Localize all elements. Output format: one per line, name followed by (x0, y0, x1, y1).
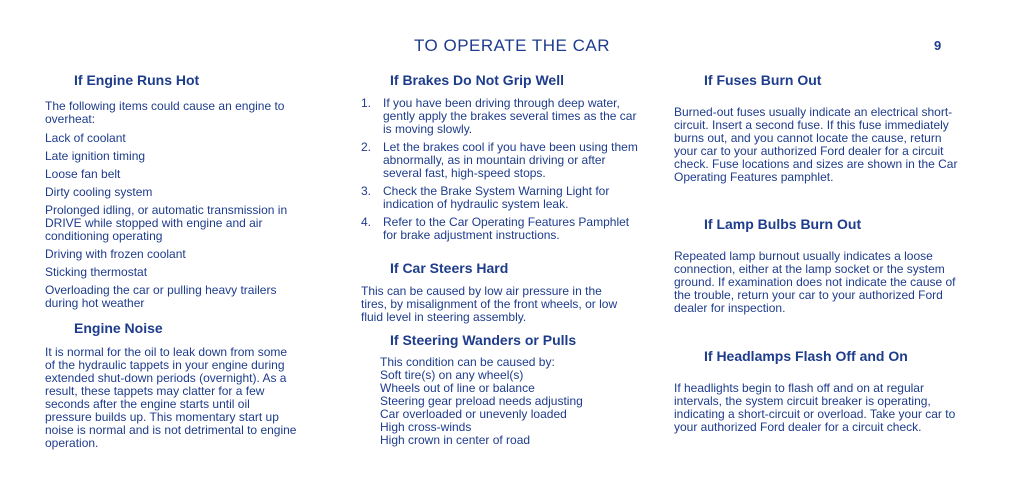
section-heading-steers-hard: If Car Steers Hard (390, 260, 509, 276)
brakes-list (361, 97, 643, 247)
list-item: Steering gear preload needs adjusting (380, 394, 583, 408)
list-number: 2. (361, 140, 372, 154)
list-text: Let the brakes cool if you have been using them abnormally, as in mountain driving or after several fast, high-speed stops. (383, 140, 638, 180)
list-item: Soft tire(s) on any wheel(s) (380, 368, 524, 382)
engine-hot-item: Late ignition timing (45, 149, 146, 163)
list-item (361, 97, 643, 136)
list-item (361, 216, 643, 242)
engine-hot-intro: The following items could cause an engine to overheat: (45, 99, 285, 126)
page-number: 9 (934, 38, 942, 53)
wanders-intro: This condition can be caused by: (380, 355, 555, 369)
engine-hot-item: Overloading the car or pulling heavy trailers during hot weather (45, 283, 277, 310)
engine-hot-item: Sticking thermostat (45, 265, 148, 279)
list-number: 1. (361, 96, 372, 110)
page-title: TO OPERATE THE CAR (413, 36, 611, 55)
section-heading-wanders: If Steering Wanders or Pulls (390, 332, 577, 348)
section-heading-engine-noise: Engine Noise (74, 320, 163, 336)
list-text: Refer to the Car Operating Features Pamphlet for brake adjustment instructions. (383, 215, 630, 242)
engine-hot-item: Driving with frozen coolant (45, 247, 186, 261)
lamp-bulbs-body: Repeated lamp burnout usually indicates a loose connection, either at the lamp socket or the system ground. If examination does not indicate the cause of the trouble, return your car to your authorized Ford dealer for inspection. (674, 249, 956, 315)
engine-hot-item: Dirty cooling system (45, 185, 153, 199)
list-item: Car overloaded or unevenly loaded (380, 407, 567, 421)
steers-hard-body: This can be caused by low air pressure in the tires, by misalignment of the front wheels, or low fluid level in steering assembly. (361, 284, 618, 324)
headlamps-body: If headlights begin to flash off and on at regular intervals, the system circuit breaker is operating, indicating a short-circuit or overload. Take your car to your authorized Ford dealer for a circuit check. (674, 381, 956, 434)
engine-hot-item: Loose fan belt (45, 167, 121, 181)
section-heading-lamp-bulbs: If Lamp Bulbs Burn Out (704, 216, 862, 232)
list-text: Check the Brake System Warning Light for indication of hydraulic system leak. (383, 184, 610, 211)
list-item: High cross-winds (380, 420, 472, 434)
list-item (361, 141, 643, 180)
list-number: 3. (361, 184, 372, 198)
list-item (361, 185, 643, 211)
engine-hot-item: Prolonged idling, or automatic transmission in DRIVE while stopped with engine and air conditioning operating (45, 203, 288, 243)
section-heading-brakes: If Brakes Do Not Grip Well (390, 72, 564, 88)
section-heading-fuses: If Fuses Burn Out (704, 72, 822, 88)
list-number: 4. (361, 215, 372, 229)
list-text: If you have been driving through deep water, gently apply the brakes several times as the car is moving slowly. (383, 96, 637, 136)
engine-hot-item: Lack of coolant (45, 131, 126, 145)
wanders-list (380, 356, 583, 447)
list-item: High crown in center of road (380, 433, 531, 447)
section-heading-headlamps: If Headlamps Flash Off and On (704, 348, 908, 364)
fuses-body: Burned-out fuses usually indicate an electrical short-circuit. Insert a second fuse. If this fuse immediately burns out, and you cannot locate the cause, return your car to your authorized Ford dealer for a circuit check. Fuse locations and sizes are shown in the Car Operating Features pamphlet. (674, 105, 958, 184)
section-heading-engine-hot: If Engine Runs Hot (74, 72, 200, 88)
list-item: Wheels out of line or balance (380, 381, 535, 395)
engine-noise-body: It is normal for the oil to leak down from some of the hydraulic tappets in your engine during extended shut-down periods (overnight). As a result, these tappets may clatter for a few seconds after the engine starts until oil pressure builds up. This momentary start up noise is normal and is not detrimental to engine operation. (45, 345, 297, 450)
